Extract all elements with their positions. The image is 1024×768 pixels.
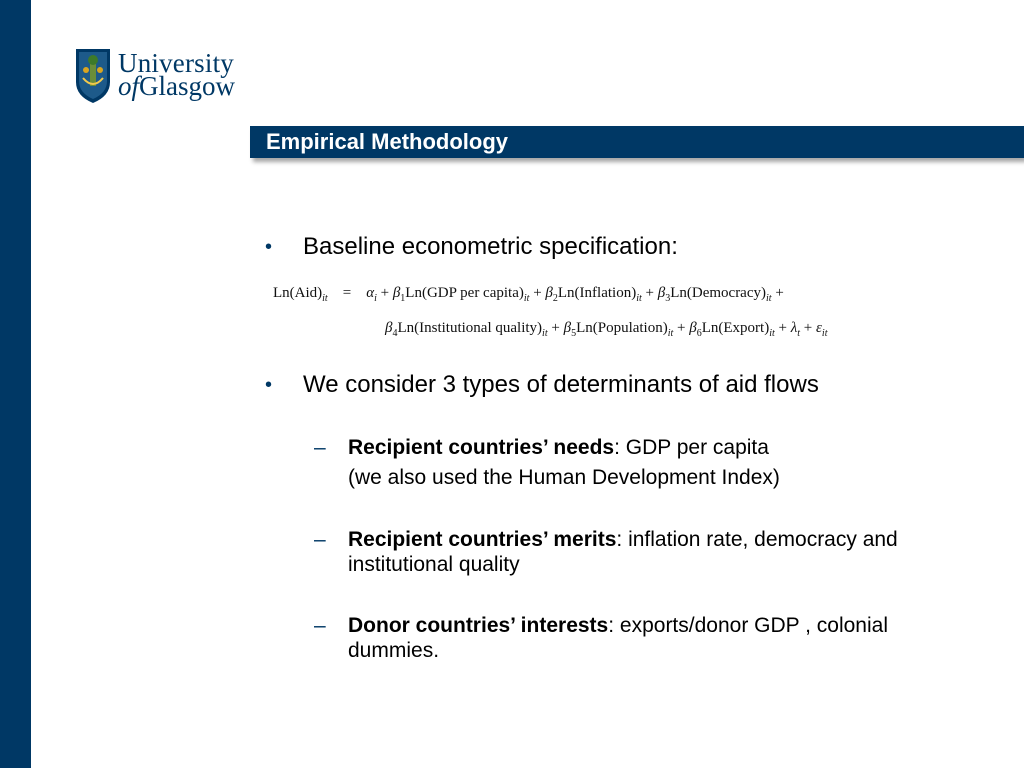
- formula-line-1: $Ln(Aid)_{it}$ = $\alpha_i + \beta_1Ln(GDP$ per $capita)_{it}$ + $\beta_2Ln(Inflation)_{it}$ + $\beta_3Ln(Democracy)_{it}$ +: [273, 285, 784, 304]
- logo-text-of: of: [118, 71, 140, 101]
- dash-icon: –: [314, 614, 326, 637]
- bullet-dot-icon: •: [265, 374, 273, 396]
- econometric-formula: [273, 285, 973, 350]
- subitem-heading: Donor countries’ interests: [348, 614, 609, 637]
- dash-icon: –: [314, 436, 326, 459]
- bullet-baseline: [265, 233, 678, 261]
- slide-title-bar: [250, 126, 1024, 158]
- logo-text-glasgow-word: Glasgow: [139, 71, 236, 101]
- subitem-text: : inflation rate, democracy and institutional quality: [348, 528, 898, 576]
- formula-line-2: $\beta_4Ln(Institutional$ $quality)_{it}$ + $\beta_5Ln(Population)_{it}$ + $\beta_6Ln(Export)_{it} + \lambda_t + \varepsilon_{it}$: [385, 320, 828, 339]
- slide-title: Empirical Methodology: [266, 129, 509, 154]
- university-crest-icon: [75, 48, 111, 104]
- university-logo: [75, 48, 255, 108]
- subitem-heading: Recipient countries’ needs: [348, 436, 615, 459]
- subitem-interests: [314, 613, 978, 663]
- logo-text-glasgow: [118, 72, 235, 100]
- subitem-text: : GDP per capita: [614, 436, 769, 459]
- subitem-needs: [314, 435, 978, 490]
- bullet-dot-icon: •: [265, 236, 273, 258]
- left-accent-bar: [0, 0, 31, 768]
- bullet-text: We consider 3 types of determinants of aid flows: [303, 371, 819, 398]
- bullet-text: Baseline econometric specification:: [303, 233, 678, 260]
- logo-text-university: University: [118, 48, 234, 78]
- bullet-determinants: [265, 371, 819, 399]
- dash-icon: –: [314, 528, 326, 551]
- subitem-heading: Recipient countries’ merits: [348, 528, 617, 551]
- subitem-text: : exports/donor GDP , colonial dummies.: [348, 614, 888, 662]
- subitem-merits: [314, 527, 978, 577]
- subitem-note: (we also used the Human Development Index): [348, 466, 780, 489]
